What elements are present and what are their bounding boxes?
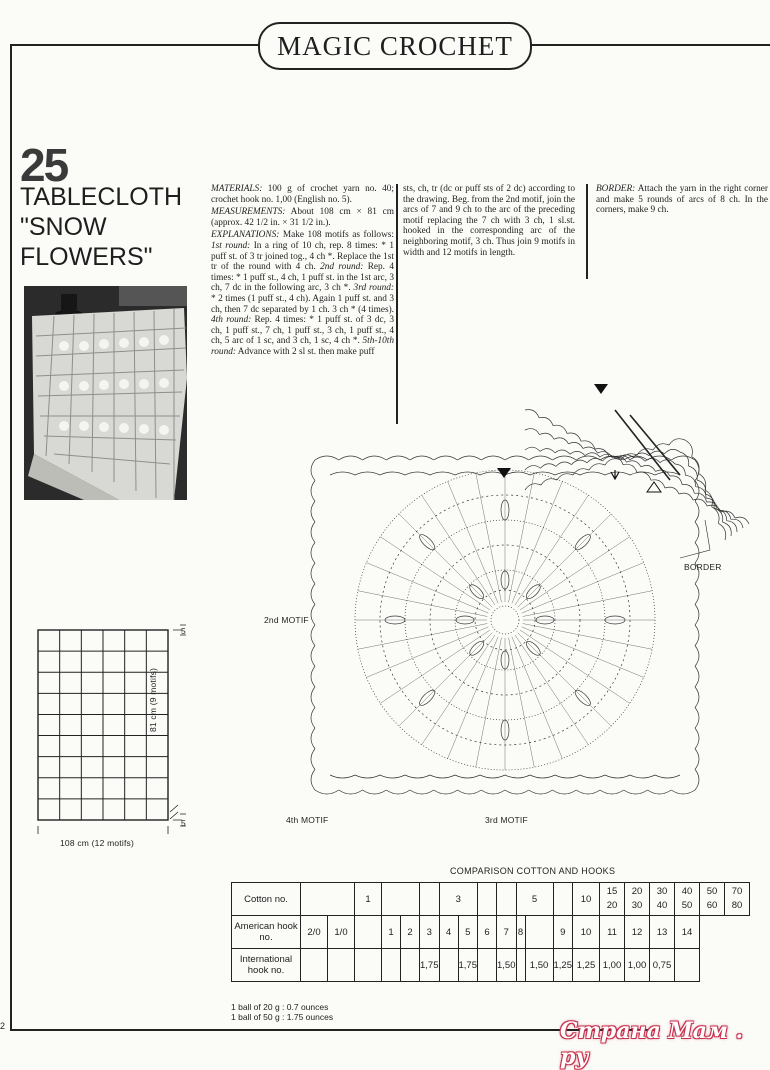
table-cell: 1 [382, 916, 401, 949]
round-text: Rep. 4 times: * 1 puff st., 4 ch, 1 puff st. in the 1st arc, 3 ch, 7 dc in the following arc, 3 ch *. [211, 262, 394, 294]
table-cell: 5 [516, 883, 553, 916]
table-cell: 1,50 [497, 949, 517, 982]
tablecloth-photo [24, 286, 187, 500]
table-cell: 15 20 [600, 883, 625, 916]
table-cell: 2/0 [301, 916, 328, 949]
table-cell: 1,25 [573, 949, 600, 982]
round-label: 3rd round: [353, 283, 394, 294]
table-cell [525, 916, 553, 949]
explanations-label: EXPLANATIONS: [211, 230, 280, 241]
conversion-notes [231, 1002, 333, 1022]
label-3rd-motif: 3rd MOTIF [485, 815, 528, 825]
table-cell: 4 [439, 916, 458, 949]
label-2nd-motif: 2nd MOTIF [264, 615, 309, 625]
round-text: * 2 times (1 puff st., 4 ch). Again 1 puff st. and 3 ch, then 7 dc separated by 1 ch. 3 ch * (4 times). [211, 293, 394, 315]
table-row-cotton [232, 883, 750, 916]
table-cell: 1,75 [458, 949, 478, 982]
instructions-text: sts, ch, tr (dc or puff sts of 2 dc) according to the drawing. Beg. from the 2nd motif, join the arcs of 7 and 9 ch to the arc of the preceding motif replacing the 7 ch with 3 ch, 1 sl.st. hooked in the corresponding arc of the neighboring motif, 3 ch. Thus join 9 motifs in width and 12 motifs in length. [403, 184, 575, 258]
border-text: Attach the yarn in the right corner and make 5 rounds of arcs of 8 ch. In the corners, make 9 ch. [596, 184, 768, 216]
header-rule-right [526, 44, 770, 46]
table-cell: 1,75 [420, 949, 440, 982]
border-label: BORDER: [596, 184, 636, 194]
watermark-logo: Страна Мам . ру [560, 1018, 744, 1070]
row-label: Cotton no. [232, 883, 301, 916]
title-line: FLOWERS" [20, 243, 153, 271]
direction-arrow-icon [611, 470, 619, 479]
instructions-column-3 [596, 184, 768, 218]
page-border-left [10, 44, 12, 1029]
border-corner-lines [615, 410, 680, 480]
table-cell: 1,25 [553, 949, 573, 982]
round-label: 5th-10th round: [211, 336, 394, 357]
photo-illustration [24, 286, 187, 500]
table-cell [516, 949, 525, 982]
table-row-american [232, 916, 750, 949]
table-cell: 13 [650, 916, 675, 949]
round-text: In a ring of 10 ch, rep. 8 times: * 1 puff st. of 3 tr joined tog., 4 ch *. Replace the 1st tr of the round with 4 ch. [211, 240, 395, 273]
header-rule-left [10, 44, 260, 46]
table-cell [478, 883, 497, 916]
table-cell [355, 916, 382, 949]
table-cell: 1,00 [625, 949, 650, 982]
round-label: 2nd round: [320, 262, 364, 273]
title-line: "SNOW [20, 213, 107, 241]
table-cell: 10 [573, 916, 600, 949]
height-label: 81 cm (9 motifs) [148, 667, 158, 732]
comparison-table [231, 882, 750, 982]
table-cell [355, 949, 382, 982]
table-cell: 3 [439, 883, 478, 916]
note-line: 1 ball of 20 g : 0.7 ounces [231, 1002, 329, 1012]
table-cell [497, 883, 517, 916]
table-cell [675, 949, 700, 982]
table-cell: 1,00 [600, 949, 625, 982]
table-cell: 5 [458, 916, 478, 949]
magazine-brand: MAGIC CROCHET [258, 22, 532, 70]
table-cell [401, 949, 420, 982]
table-cell: 14 [675, 916, 700, 949]
round-text: Advance with 2 sl st. then make puff [235, 346, 375, 357]
pattern-number: 25 [20, 139, 68, 191]
crochet-chart [285, 380, 755, 820]
title-line: TABLECLOTH [20, 183, 183, 211]
table-cell [439, 949, 458, 982]
start-marker-icon [647, 482, 661, 492]
table-cell: 20 30 [625, 883, 650, 916]
column-divider [586, 184, 588, 279]
margin-label-top: 5 [181, 626, 186, 636]
instructions-column-2 [403, 184, 575, 260]
pattern-title [20, 182, 205, 272]
table-cell: 30 40 [650, 883, 675, 916]
table-cell: 10 [573, 883, 600, 916]
instructions-column-1 [211, 184, 394, 360]
table-cell: 40 50 [675, 883, 700, 916]
table-cell [420, 883, 440, 916]
row-label: International hook no. [232, 949, 301, 982]
table-cell [382, 883, 420, 916]
table-cell: 1 [355, 883, 382, 916]
table-cell: 2 [401, 916, 420, 949]
table-cell [301, 883, 355, 916]
margin-label-bottom: 5 [181, 818, 186, 828]
table-cell: 0,75 [650, 949, 675, 982]
label-border: BORDER [684, 562, 722, 572]
table-cell: 1/0 [328, 916, 355, 949]
label-4th-motif: 4th MOTIF [286, 815, 329, 825]
round-label: 1st round: [211, 240, 251, 251]
table-cell: 7 [497, 916, 517, 949]
table-cell: 6 [478, 916, 497, 949]
table-cell: 11 [600, 916, 625, 949]
materials-label: MATERIALS: [211, 184, 263, 194]
page-number: 2 [0, 1021, 6, 1031]
table-cell: 70 80 [725, 883, 750, 916]
comparison-title: COMPARISON COTTON AND HOOKS [450, 866, 616, 876]
table-cell [301, 949, 328, 982]
table-cell [328, 949, 355, 982]
table-cell [382, 949, 401, 982]
table-cell: 50 60 [700, 883, 725, 916]
border-leader-line [680, 520, 710, 558]
table-cell [478, 949, 497, 982]
join-marker-icon [594, 384, 608, 394]
table-row-international [232, 949, 750, 982]
table-cell: 8 [516, 916, 525, 949]
table-cell: 1,50 [525, 949, 553, 982]
round-label: 4th round: [211, 315, 252, 326]
round-text: Rep. 4 times: * 1 puff st. of 3 dc, 3 ch, 1 puff st., 7 ch, 1 puff st., 3 ch, 1 puff st., 4 ch, 5 arc of 1 sc, and 3 ch, 1 sc, 4 ch *. [211, 315, 394, 347]
table-cell [553, 883, 573, 916]
table-cell: 3 [420, 916, 440, 949]
width-label: 108 cm (12 motifs) [60, 838, 134, 848]
note-line: 1 ball of 50 g : 1.75 ounces [231, 1012, 334, 1022]
row-label: American hook no. [232, 916, 301, 949]
materials-text: 100 g of crochet yarn no. 40; crochet hook no. 1,00 (English no. 5). [211, 184, 394, 205]
explanations-text: Make 108 motifs as follows: [279, 230, 394, 241]
measurements-text: About 108 cm × 81 cm (approx. 42 1/2 in. × 31 1/2 in.). [211, 207, 394, 228]
table-cell: 9 [553, 916, 573, 949]
tablecloth-schematic [30, 620, 200, 850]
motif-diagram [311, 410, 749, 794]
schematic-dimensions [38, 625, 186, 834]
table-cell: 12 [625, 916, 650, 949]
measurements-label: MEASUREMENTS: [211, 207, 286, 218]
